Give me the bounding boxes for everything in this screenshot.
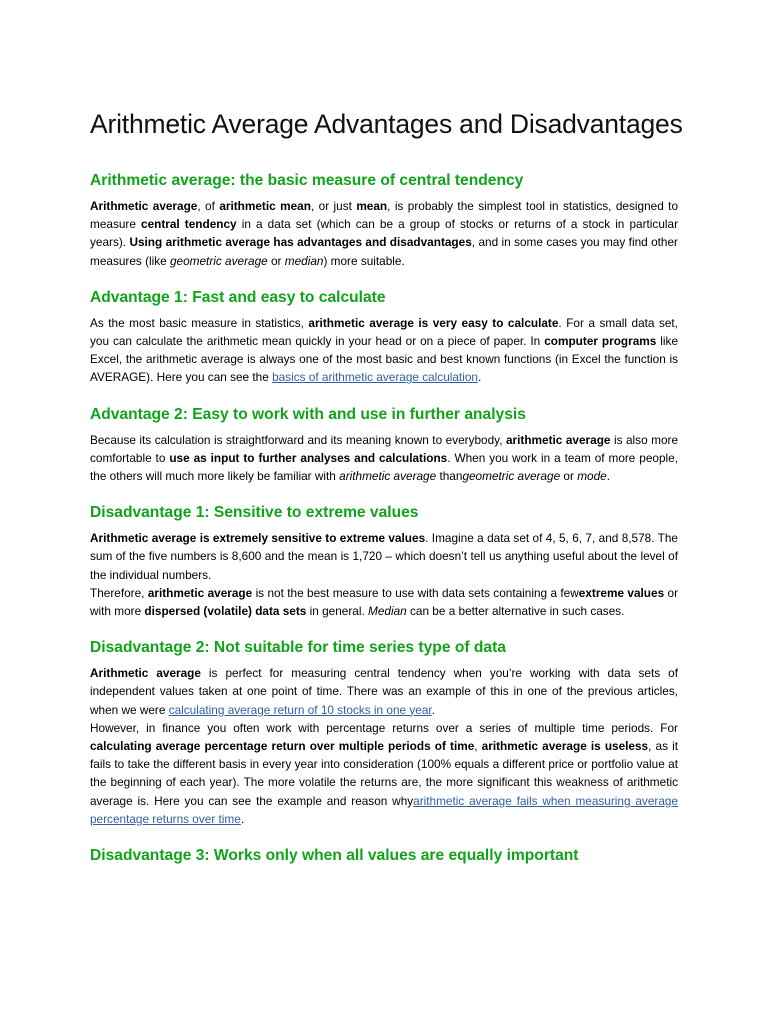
text: in a data set (which can be a group of stocks or returns of a stock in particular years). <box>90 217 678 250</box>
text: , as it fails to take the different basis in every year into consideration (100% equals a different price or portfolio value at the beginning of each year). The more volatile the returns are, the more significant this weakness of arithmetic average is. Here you can see the example and reason why <box>90 739 678 808</box>
section-heading: Advantage 1: Fast and easy to calculate <box>90 288 386 306</box>
italic-text: geometric average <box>169 253 268 268</box>
text: . <box>477 370 482 385</box>
link-basics-calculation[interactable]: basics of arithmetic average calculation <box>272 370 478 385</box>
page-title: Arithmetic Average Advantages and Disadvantages <box>90 109 683 139</box>
italic-text: arithmetic average <box>339 469 437 484</box>
text: ) more suitable. <box>323 253 405 268</box>
section-heading: Disadvantage 1: Sensitive to extreme values <box>90 504 419 522</box>
section-heading: Arithmetic average: the basic measure of central tendency <box>90 172 524 189</box>
text: . Imagine a data set of 4, 5, 6, 7, and 8,578. The sum of the five numbers is 8,600 and the mean is 1,720 – which doesn’t tell us anything useful about the level of the individual numbers. <box>90 531 678 582</box>
text: than <box>436 469 463 484</box>
section-basic-measure <box>90 170 678 270</box>
text: , is probably the simplest tool in statistics, designed to measure <box>90 199 679 232</box>
section-advantage-2 <box>90 404 678 486</box>
bold-text: mean <box>356 199 388 213</box>
text: is not the best measure to use with data sets containing a few <box>252 585 579 600</box>
section-advantage-1 <box>90 287 678 387</box>
bold-text: arithmetic average <box>505 432 611 447</box>
bold-text: Using arithmetic average has advantages and disadvantages <box>129 235 472 250</box>
italic-text: mode <box>577 469 607 484</box>
section-paragraph <box>90 529 678 584</box>
text: or with more <box>90 585 678 619</box>
section-paragraph <box>90 664 678 719</box>
text: . When you work in a team of more people, the others will much more likely be familiar with <box>90 450 678 484</box>
section-paragraph <box>90 197 678 270</box>
section-heading: Disadvantage 2: Not suitable for time series type of data <box>90 639 506 657</box>
bold-text: Arithmetic average is extremely sensitive to extreme values <box>90 531 426 546</box>
bold-text: use as input to further analyses and calculations <box>169 450 448 465</box>
section-paragraph <box>90 431 678 486</box>
text: can be a better alternative in such cases. <box>406 604 625 619</box>
bold-text: arithmetic average is very easy to calculate <box>308 315 559 330</box>
text: in general. <box>306 604 369 619</box>
text: Therefore, <box>90 585 148 600</box>
text: . <box>431 702 435 717</box>
text: is also more comfortable to <box>90 432 679 465</box>
link-average-fails-over-time[interactable]: arithmetic average fails when measuring average percentage returns over time <box>90 793 678 826</box>
section-disadvantage-3 <box>90 845 678 867</box>
bold-text: calculating average percentage return over multiple periods of time <box>90 739 475 754</box>
text: . <box>606 469 610 484</box>
bold-text: Arithmetic average <box>90 666 201 681</box>
text: or <box>560 469 578 484</box>
bold-text: central tendency <box>141 217 237 232</box>
section-paragraph <box>90 314 678 387</box>
bold-text: Arithmetic average <box>90 199 198 213</box>
text: , and in some cases you may find other measures (like <box>90 235 678 268</box>
text: is perfect for measuring central tendency when you’re working with data sets of independent values taken at one point of time. There was an example of this in one of the previous articles, when we were <box>90 666 678 717</box>
section-disadvantage-1 <box>90 502 678 620</box>
bold-text: extreme values <box>578 585 665 600</box>
text: or <box>267 253 285 268</box>
italic-text: Median <box>368 604 407 619</box>
text: Because its calculation is straightforward and its meaning known to everybody, <box>90 432 506 447</box>
text: However, in finance you often work with percentage returns over a series of multiple time periods. For <box>90 720 678 735</box>
section-paragraph <box>90 584 678 620</box>
bold-text: computer programs <box>544 334 657 349</box>
bold-text: arithmetic average is useless <box>481 739 649 754</box>
section-paragraph <box>90 719 678 828</box>
section-heading: Advantage 2: Easy to work with and use in further analysis <box>90 405 526 423</box>
text: , <box>474 739 482 754</box>
text: like Excel, the arithmetic average is always one of the most basic and best known functions (in Excel the function is AVERAGE). Here you can see the <box>90 334 679 385</box>
bold-text: arithmetic mean <box>219 199 311 213</box>
text: , or just <box>310 199 357 213</box>
text: . For a small data set, you can calculate the arithmetic mean quickly in your head or on a piece of paper. In <box>90 315 678 349</box>
italic-text: median <box>284 253 324 268</box>
text: . <box>240 811 245 826</box>
italic-text: geometric average <box>462 469 561 484</box>
link-average-return-10-stocks[interactable]: calculating average return of 10 stocks in one year <box>168 702 432 717</box>
bold-text: dispersed (volatile) data sets <box>144 604 307 619</box>
text: , of <box>197 199 220 213</box>
section-disadvantage-2 <box>90 637 678 828</box>
bold-text: arithmetic average <box>147 585 253 600</box>
section-heading: Disadvantage 3: Works only when all values are equally important <box>90 847 579 865</box>
text: As the most basic measure in statistics, <box>90 315 309 330</box>
